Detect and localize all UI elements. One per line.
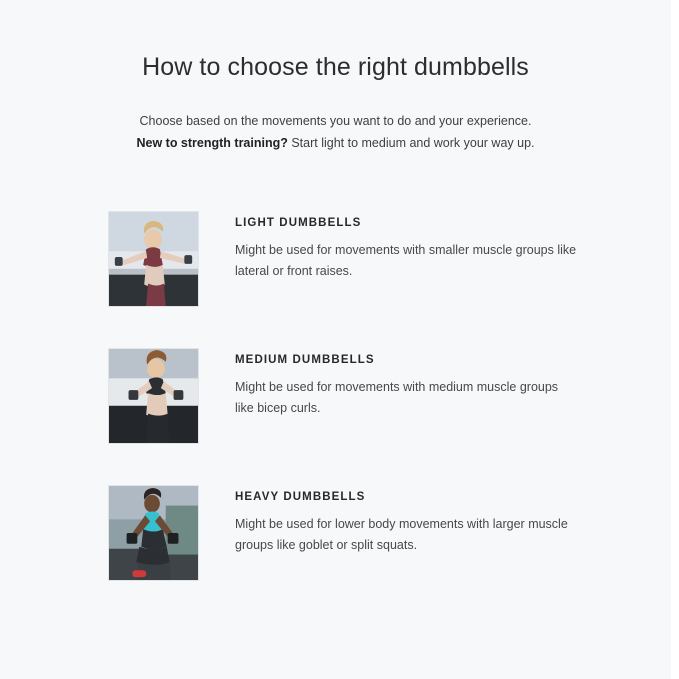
list-item — [60, 211, 611, 307]
intro-text — [60, 111, 611, 155]
list-item-description: Might be used for movements with medium muscle groups like bicep curls. — [235, 379, 559, 416]
heavy-dumbbells-image — [108, 485, 199, 581]
list-item-description: Might be used for movements with smaller muscle groups like lateral or front raises. — [235, 242, 577, 279]
list-item-description: Might be used for lower body movements with larger muscle groups like goblet or split squats. — [235, 516, 568, 553]
medium-dumbbells-image — [108, 348, 199, 444]
dumbbell-list — [60, 211, 611, 581]
intro-line-2-rest: Start light to medium and work your way up. — [287, 135, 535, 150]
intro-bold-lead: New to strength training? — [136, 135, 288, 150]
light-dumbbells-photo-icon — [109, 212, 198, 306]
list-item — [60, 485, 611, 581]
list-item-text — [235, 211, 580, 283]
intro-line-2 — [60, 133, 611, 155]
intro-line-1: Choose based on the movements you want to do and your experience. — [139, 114, 532, 128]
list-item-title: MEDIUM DUMBBELLS — [235, 353, 375, 366]
list-item — [60, 348, 611, 444]
light-dumbbells-image — [108, 211, 199, 307]
list-item-title: LIGHT DUMBBELLS — [235, 216, 362, 229]
medium-dumbbells-photo-icon — [109, 349, 198, 443]
list-item-text — [235, 348, 580, 420]
list-item-title: HEAVY DUMBBELLS — [235, 490, 366, 503]
page-title: How to choose the right dumbbells — [142, 53, 529, 81]
list-item-text — [235, 485, 580, 557]
heavy-dumbbells-photo-icon — [109, 486, 198, 580]
